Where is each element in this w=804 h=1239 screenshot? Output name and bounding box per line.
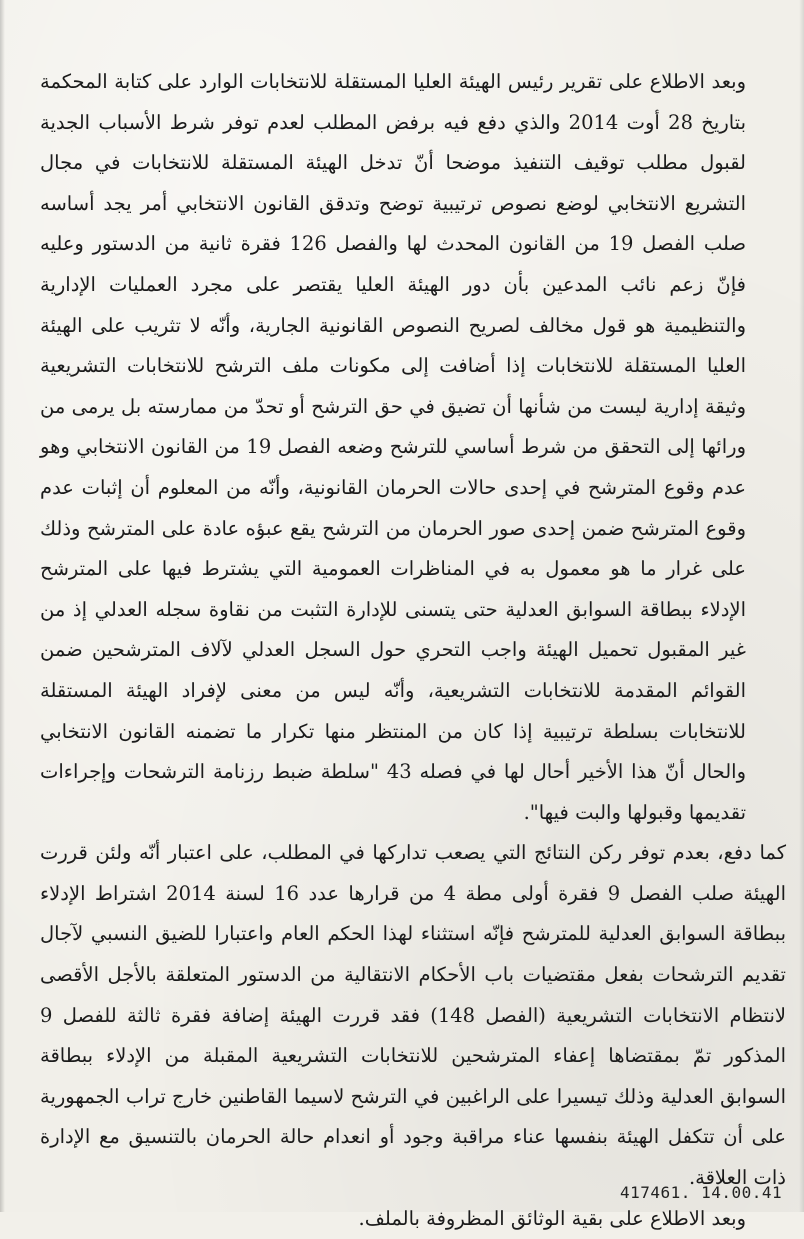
footer-reference-number: 417461. 14.00.41 <box>620 1183 783 1202</box>
scan-shadow-left <box>0 0 5 1212</box>
scan-shadow-right <box>799 0 804 1212</box>
paragraph-irreparable-consequences: كما دفع، بعدم توفر ركن النتائج التي يصعب تداركها في المطلب، على اعتبار أنّه ولئن قررت الهيئة صلب الفصل 9 فقرة أولى مطة 4 من قرارها عدد 16 لسنة 2014 اشتراط الإدلاء ببطاقة السوابق العدلية للمترشح فإنّه استثناء لهذا الحكم العام واعتبارا للضيق النسبي لآجال تقديم الترشحات بفعل مقتضيات باب الأحكام الانتقالية من الدستور المتعلقة بالأجل الأقصى لانتظام الانتخابات التشريعية (الفصل 148) فقد قررت الهيئة إضافة فقرة ثالثة للفصل 9 المذكور تمّ بمقتضاها إعفاء المترشحين للانتخابات التشريعية المقبلة من الإدلاء ببطاقة السوابق العدلية وذلك تيسيرا على الراغبين في الترشح لاسيما القاطنين خارج تراب الجمهورية على أن تتكفل الهيئة بنفسها عناء مراقبة وجود أو انعدام حالة الحرمان بالتنسيق مع الإدارة ذات العلاقة. <box>40 841 786 1190</box>
paragraph-documents-review: وبعد الاطلاع على بقية الوثائق المظروفة بالملف. <box>358 1206 746 1230</box>
judgment-text <box>40 62 786 1239</box>
paragraph-report-summary: وبعد الاطلاع على تقرير رئيس الهيئة العليا المستقلة للانتخابات الوارد على كتابة المحكمة بتاريخ 28 أوت 2014 والذي دفع فيه برفض المطلب لعدم توفر شرط الأسباب الجدية لقبول مطلب توقيف التنفيذ موضحا أنّ تدخل الهيئة المستقلة للانتخابات في مجال التشريع الانتخابي لوضع نصوص ترتيبية توضح وتدقق القانون الانتخابي أمر يجد أساسه صلب الفصل 19 من القانون المحدث لها والفصل 126 فقرة ثانية من الدستور وعليه فإنّ زعم نائب المدعين بأن دور الهيئة العليا يقتصر على مجرد العمليات الإدارية والتنظيمية هو قول مخالف لصريح النصوص القانونية الجارية، وأنّه لا تثريب على الهيئة العليا المستقلة للانتخابات إذا أضافت إلى مكونات ملف الترشح للانتخابات التشريعية وثيقة إدارية ليست من شأنها أن تضيق في حق الترشح أو تحدّ من ممارسته بل يرمى من ورائها إلى التحقق من شرط أساسي للترشح وضعه الفصل 19 من القانون الانتخابي وهو عدم وقوع المترشح في إحدى حالات الحرمان القانونية، وأنّه من المعلوم أن إثبات عدم وقوع المترشح ضمن إحدى صور الحرمان من الترشح يقع عبؤه عادة على المترشح وذلك على غرار ما هو معمول به في المناظرات العمومية التي يشترط فيها على المترشح الإدلاء ببطاقة السوابق العدلية حتى يتسنى للإدارة التثبت من نقاوة سجله العدلي إذ من غير المقبول تحميل الهيئة واجب التحري حول السجل العدلي لآلاف المترشحين ضمن القوائم المقدمة للانتخابات التشريعية، وأنّه ليس من معنى لإفراد الهيئة المستقلة للانتخابات بسلطة ترتيبية إذا كان من المنتظر منها تكرار ما تضمنه القانون الانتخابي والحال أنّ هذا الأخير أحال لها في فصله 43 "سلطة ضبط رزنامة الترشحات وإجراءات تقديمها وقبولها والبت فيها". <box>40 70 746 824</box>
